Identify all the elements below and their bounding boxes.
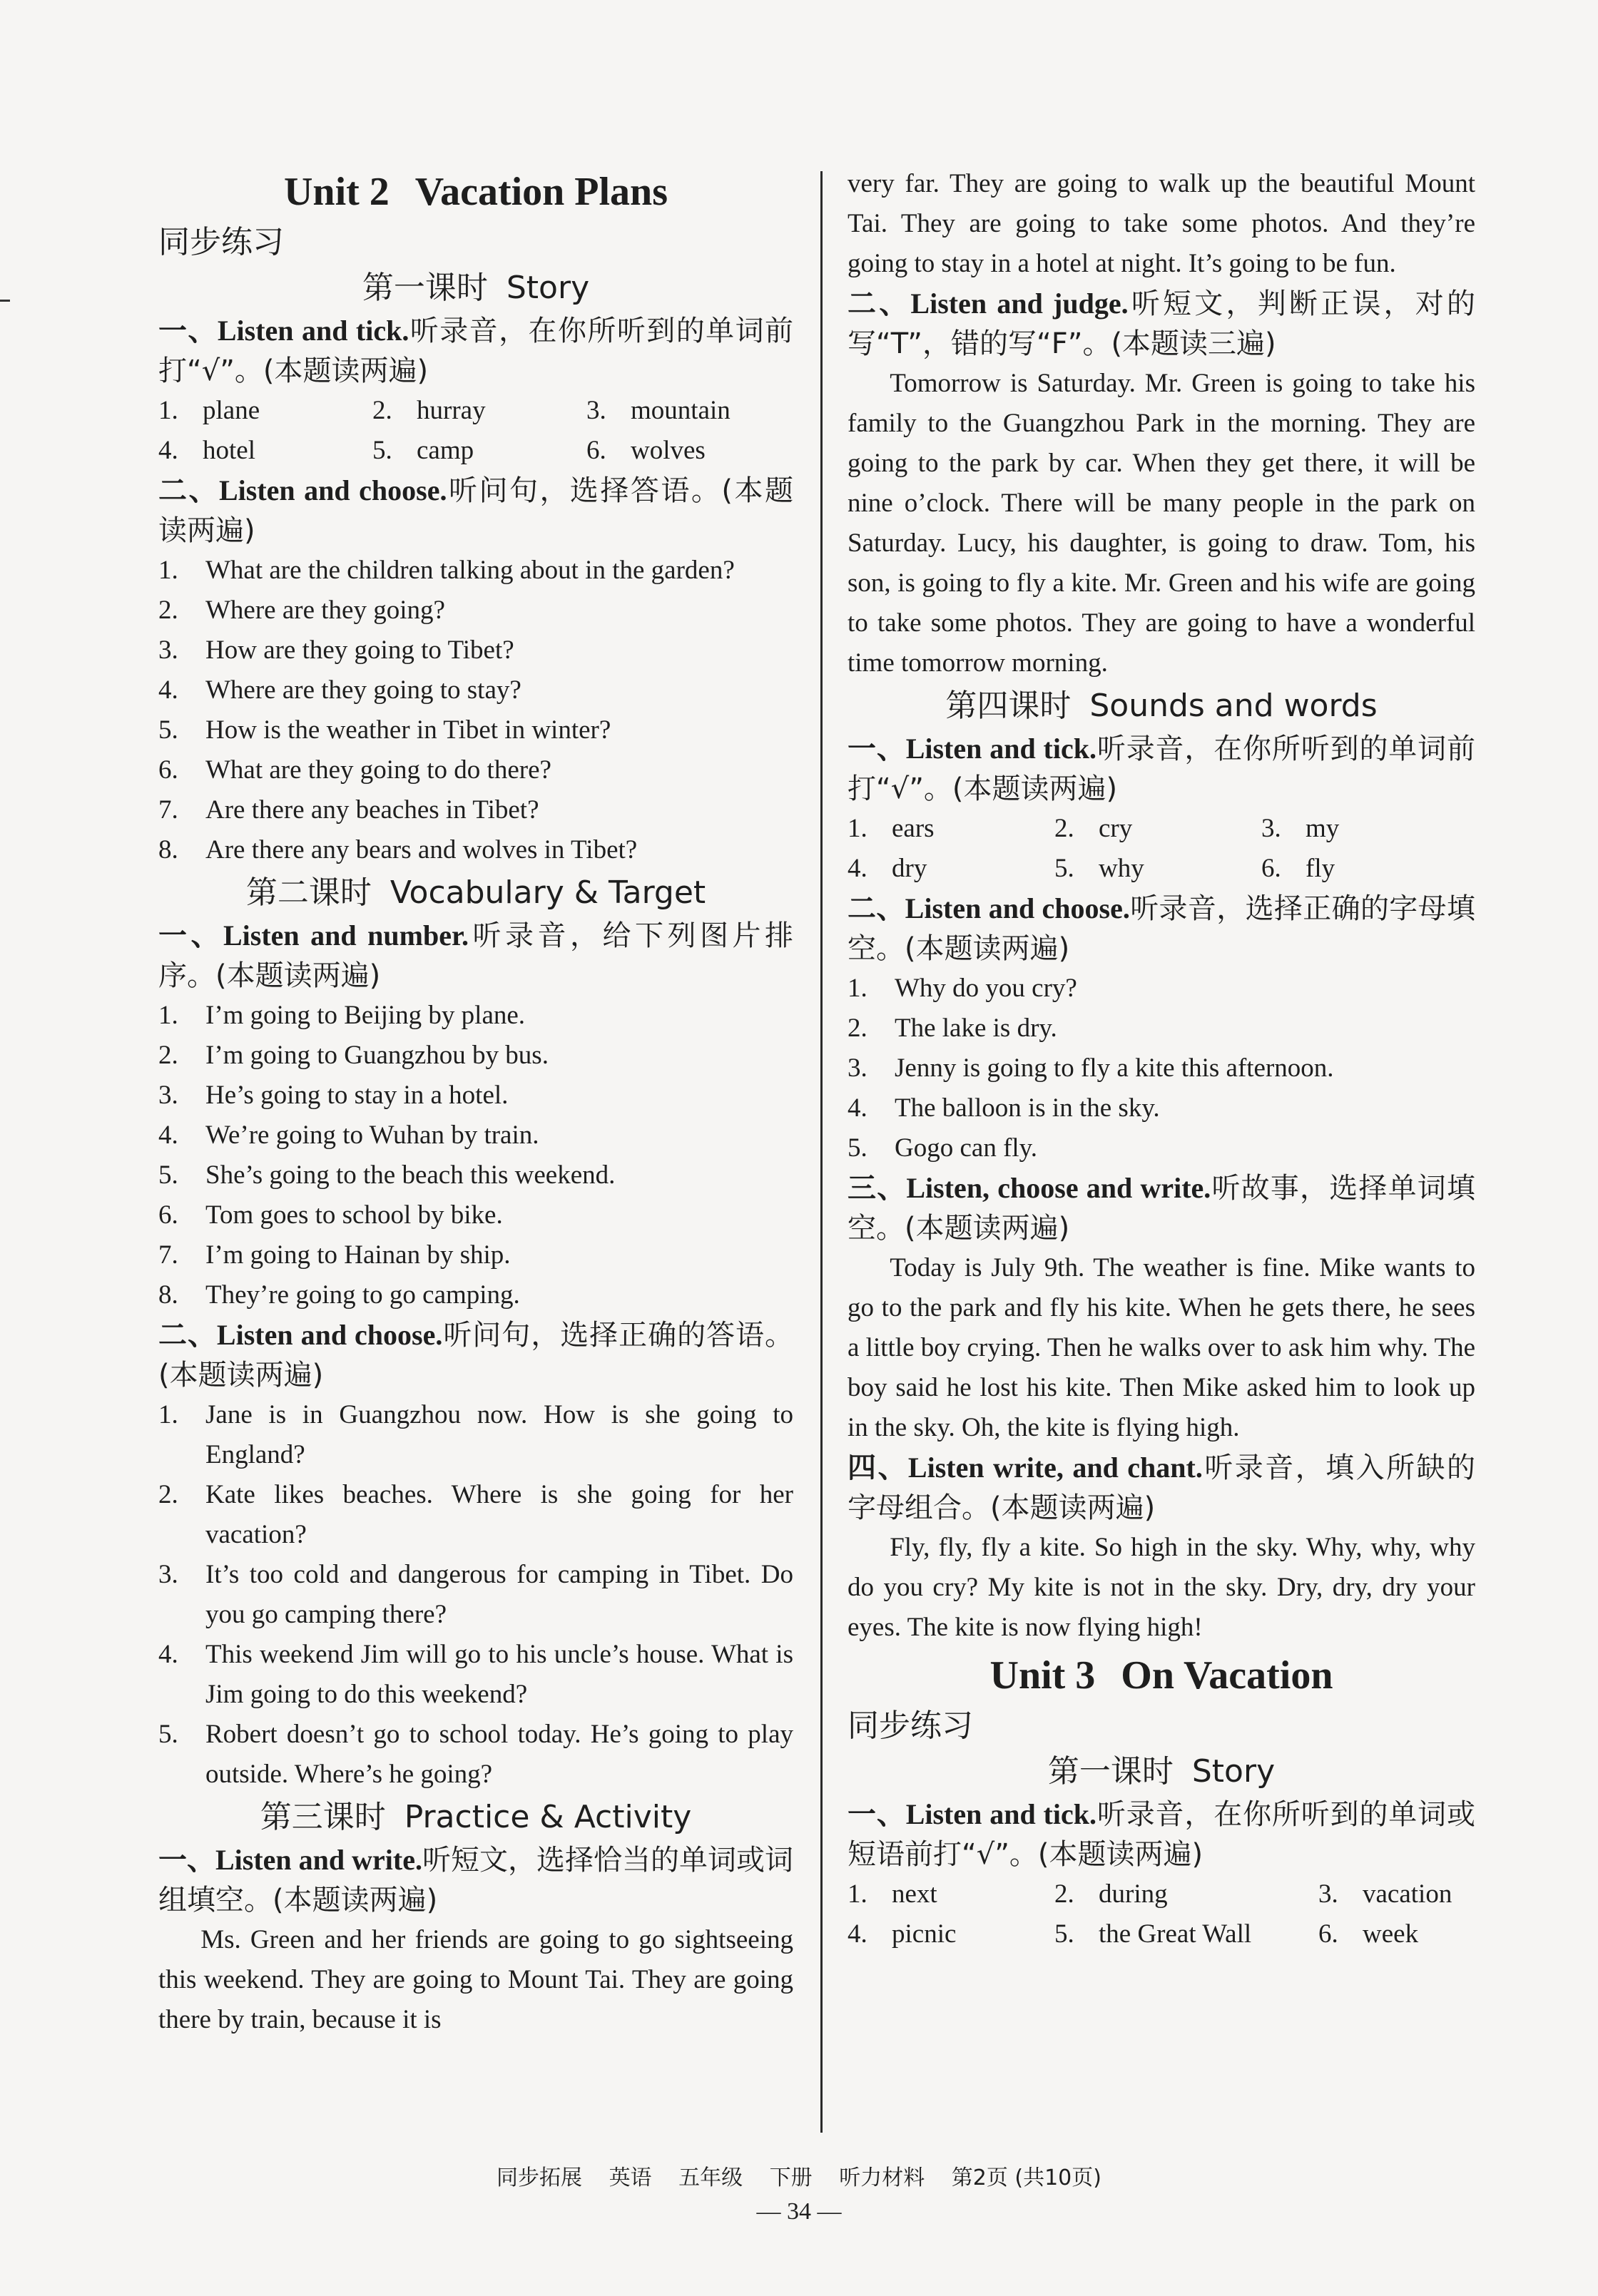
question-item: 5. Robert doesn’t go to school today. He’s going to play outside. Where’s he going? [158,1720,793,1789]
section-instruction: 一、Listen and write.听短文，选择恰当的单词或词组填空。(本题读两遍) [158,1844,793,1917]
question-item: 2. Where are they going? [158,596,445,625]
question-item: 1. I’m going to Beijing by plane. [158,1001,526,1030]
section-instruction: 二、Listen and choose.听问句，选择答语。(本题读两遍) [158,474,793,547]
footer-material: 听力材料 [839,2165,925,2190]
word-item: 6. week [1318,1919,1419,1949]
word-item: 4. hotel [158,436,255,465]
question-item: 1. Why do you cry? [848,974,1077,1003]
footer-grade: 五年级 [678,2165,743,2190]
section-instruction: 二、Listen and choose.听问句，选择正确的答语。(本题读两遍) [158,1319,793,1392]
question-item: 5. How is the weather in Tibet in winter? [158,715,611,745]
word-item: 4. picnic [848,1919,957,1949]
footer-subject: 英语 [609,2165,652,2190]
question-item: 3. It’s too cold and dangerous for camping in Tibet. Do you go camping there? [158,1560,793,1629]
edge-mark [0,300,10,302]
unit-3-lesson-1-title: 第一课时 Story [1047,1753,1276,1790]
question-item: 5. She’s going to the beach this weekend. [158,1160,616,1190]
word-item: 2. during [1054,1879,1168,1909]
word-item: 2. hurray [372,396,486,425]
word-list [158,391,793,471]
passage-text: Today is July 9th. The weather is fine. Mike wants to go to the park and fly his kite. When he gets there, he sees a little boy crying. Then he walks over to ask him why. The boy said he lost his kite. Then Mike asked him to look up in the sky. Oh, the kite is flying high. [848,1253,1475,1442]
footer-series: 同步拓展 [497,2165,583,2190]
question-item: 7. Are there any beaches in Tibet? [158,795,539,825]
question-item: 3. He’s going to stay in a hotel. [158,1081,509,1110]
word-item: 1. plane [158,396,260,425]
footer-page-info: 第2页 (共10页) [951,2165,1101,2190]
chant-text: Fly, fly, fly a kite. So high in the sky. Why, why, why do you cry? My kite is not in the sky. Dry, dry, dry your eyes. The kite is now flying high! [848,1533,1475,1642]
word-list [848,809,1475,889]
question-item: 7. I’m going to Hainan by ship. [158,1240,511,1270]
question-item: 8. Are there any bears and wolves in Tibet? [158,835,638,864]
section-instruction: 三、Listen, choose and write.听故事，选择单词填空。(本题读两遍) [848,1172,1475,1245]
word-list [848,1874,1475,1954]
section-instruction: 一、Listen and number.听录音，给下列图片排序。(本题读两遍) [158,919,793,992]
lesson-3-title: 第三课时 Practice & Activity [260,1799,692,1835]
word-item: 1. ears [848,814,935,843]
unit-3-title: Unit 3 On Vacation [989,1653,1333,1698]
question-item: 2. The lake is dry. [848,1014,1057,1043]
left-column [158,164,793,2040]
question-item: 3. How are they going to Tibet? [158,636,514,665]
question-item: 2. Kate likes beaches. Where is she going for her vacation? [158,1480,793,1549]
question-item: 1. What are the children talking about in the garden? [158,556,735,585]
unit-2-title: Unit 2 Vacation Plans [283,170,668,214]
question-item: 6. Tom goes to school by bike. [158,1200,503,1230]
footer-volume: 下册 [769,2165,813,2190]
word-item: 6. wolves [586,436,706,465]
passage-text-continued: very far. They are going to walk up the beautiful Mount Tai. They are going to take some photos. And they’re going to stay in a hotel at night. It’s going to be fun. [848,169,1475,278]
word-item: 4. dry [848,854,927,883]
right-column [848,164,1475,1954]
section-instruction: 一、Listen and tick.听录音，在你所听到的单词前打“√”。(本题读两遍) [848,733,1476,805]
question-item: 4. This weekend Jim will go to his uncle’s house. What is Jim going to do this weekend? [158,1640,793,1709]
word-item: 5. camp [372,436,474,465]
question-item: 5. Gogo can fly. [848,1133,1038,1163]
question-item: 4. The balloon is in the sky. [848,1093,1160,1123]
word-item: 3. mountain [586,396,731,425]
word-item: 3. vacation [1318,1879,1452,1909]
lesson-4-title: 第四课时 Sounds and words [945,688,1378,724]
question-item: 8. They’re going to go camping. [158,1280,520,1310]
sync-practice-label: 同步练习 [158,224,284,260]
sync-practice-label: 同步练习 [848,1708,973,1744]
question-item: 1. Jane is in Guangzhou now. How is she going to England? [158,1400,793,1469]
lesson-1-title: 第一课时 Story [362,270,590,306]
section-instruction: 一、Listen and tick.听录音，在你所听到的单词或短语前打“√”。(本题读两遍) [848,1798,1476,1871]
column-divider [820,171,823,2133]
word-item: 2. cry [1054,814,1133,843]
word-item: 5. why [1054,854,1144,883]
question-item: 6. What are they going to do there? [158,755,551,785]
section-instruction: 二、Listen and judge.听短文，判断正误，对的写“T”，错的写“F”。(本题读三遍) [848,287,1475,360]
page-number: — 34 — [756,2198,842,2225]
question-item: 3. Jenny is going to fly a kite this afternoon. [848,1053,1334,1083]
word-item: 6. fly [1261,854,1335,883]
passage-text: Ms. Green and her friends are going to go sightseeing this weekend. They are going to Mount Tai. They are going there by train, because it is [158,1925,793,2034]
page-footer [0,2160,1598,2191]
word-item: 3. my [1261,814,1340,843]
passage-text: Tomorrow is Saturday. Mr. Green is going to take his family to the Guangzhou Park in the morning. They are going to the park by car. When they get there, it will be nine o’clock. There will be many people in the park on Saturday. Lucy, his daughter, is going to draw. Tom, his son, is going to fly a kite. Mr. Green and his wife are going to take some photos. They are going to have a wonderful time tomorrow morning. [848,369,1475,678]
question-item: 2. I’m going to Guangzhou by bus. [158,1041,549,1070]
section-instruction: 二、Listen and choose.听录音，选择正确的字母填空。(本题读两遍) [848,892,1475,965]
word-item: 5. the Great Wall [1054,1919,1252,1949]
word-item: 1. next [848,1879,937,1909]
lesson-2-title: 第二课时 Vocabulary & Target [245,874,706,911]
question-item: 4. We’re going to Wuhan by train. [158,1121,539,1150]
question-item: 4. Where are they going to stay? [158,675,521,705]
section-instruction: 一、Listen and tick.听录音，在你所听到的单词前打“√”。(本题读两遍) [158,315,794,387]
section-instruction: 四、Listen write, and chant.听录音，填入所缺的字母组合。(本题读两遍) [848,1451,1476,1524]
